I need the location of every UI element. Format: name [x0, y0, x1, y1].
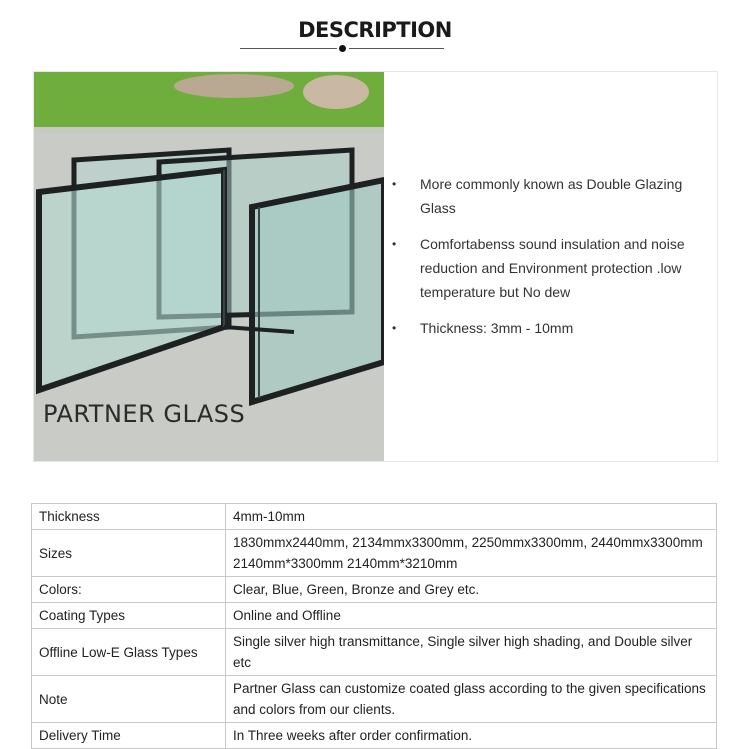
spec-value: Online and Offline	[226, 603, 717, 629]
spec-value: In Three weeks after order confirmation.	[226, 723, 717, 749]
page-title: DESCRIPTION	[298, 18, 452, 42]
rock-left	[174, 74, 294, 98]
spec-table	[31, 503, 717, 749]
table-row	[32, 577, 717, 603]
table-row	[32, 676, 717, 723]
glass-panel-right	[252, 180, 384, 402]
feature-text: Comfortabenss sound insulation and noise reduction and Environment protection .low temperature but No dew	[420, 236, 685, 300]
spec-value: Partner Glass can customize coated glass according to the given specifications and colors from our clients.	[226, 676, 717, 723]
product-photo	[34, 72, 384, 461]
spec-label: Offline Low-E Glass Types	[32, 629, 226, 676]
rock-right	[303, 75, 369, 109]
bullet-icon: •	[392, 237, 397, 251]
spec-value: Clear, Blue, Green, Bronze and Grey etc.	[226, 577, 717, 603]
table-row	[32, 603, 717, 629]
table-row	[32, 723, 717, 749]
spec-label: Sizes	[32, 530, 226, 577]
spec-value: 4mm-10mm	[226, 504, 717, 530]
bullet-icon: •	[392, 177, 397, 191]
feature-item	[390, 316, 710, 340]
description-card	[33, 71, 718, 462]
bullet-icon: •	[392, 321, 397, 335]
feature-item	[390, 232, 710, 304]
spec-label: Delivery Time	[32, 723, 226, 749]
title-divider-left	[240, 48, 337, 49]
brand-watermark: PARTNER GLASS	[43, 400, 246, 428]
spec-label: Colors:	[32, 577, 226, 603]
table-row	[32, 629, 717, 676]
spec-value: Single silver high transmittance, Single silver high shading, and Double silver etc	[226, 629, 717, 676]
feature-text: More commonly known as Double Glazing Glass	[420, 176, 683, 216]
feature-text: Thickness: 3mm - 10mm	[420, 320, 574, 336]
spec-value: 1830mmx2440mm, 2134mmx3300mm, 2250mmx3300mm, 2440mmx3300mm 2140mm*3300mm 2140mm*3210mm	[226, 530, 717, 577]
table-row	[32, 530, 717, 577]
title-divider-right	[349, 48, 444, 49]
feature-list	[390, 172, 710, 352]
table-row	[32, 504, 717, 530]
spec-label: Thickness	[32, 504, 226, 530]
title-divider-dot	[339, 45, 346, 52]
spec-label: Coating Types	[32, 603, 226, 629]
feature-item	[390, 172, 710, 220]
spec-label: Note	[32, 676, 226, 723]
